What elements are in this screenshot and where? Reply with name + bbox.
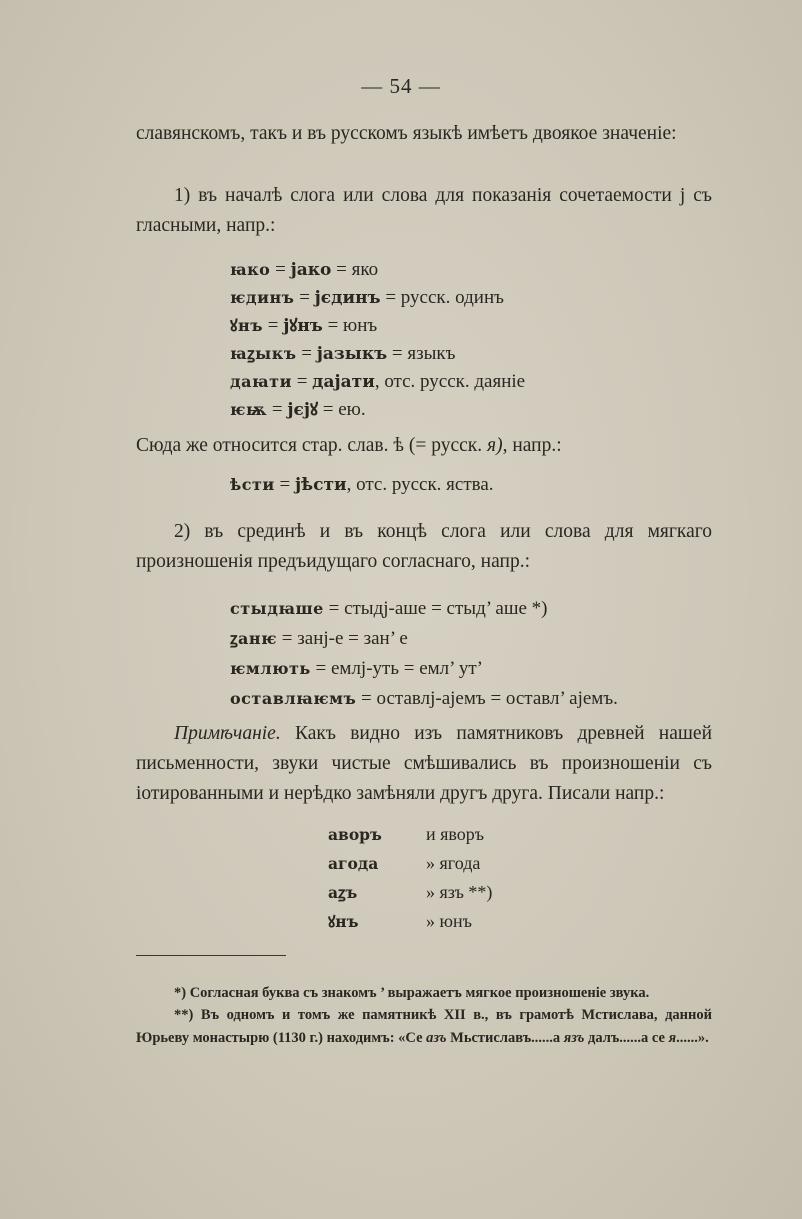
- page-number: — 54 —: [361, 74, 441, 98]
- example-line: ꙗꙁыкъ = jазыкъ = языкъ: [230, 343, 456, 364]
- example-line: ѥдинъ = jєдинъ = русск. одинъ: [230, 287, 504, 308]
- paragraph-point-1: 1) въ началѣ слога или слова для показанія сочетаемости j съ гласными, напр.:: [136, 185, 712, 236]
- example-line: даꙗти = даjати, отс. русск. даяніе: [230, 371, 526, 392]
- example-line: стыдꙗше = стыдj-аше = стыд’ аше *): [230, 598, 548, 619]
- footnote-divider: [136, 955, 286, 956]
- pair-row: агода » ягода: [328, 853, 481, 873]
- example-line: оставлꙗѥмъ = оставлj-аjемъ = оставл’ аjемъ.: [230, 688, 618, 709]
- examples-medial: [230, 594, 618, 714]
- example-line: ꙁанѥ = занj-е = зан’ е: [230, 628, 408, 649]
- paragraph-yat: Сюда же относится стар. слав. ѣ (= русск. я), напр.:: [136, 435, 562, 456]
- pair-row: аꙁъ » язъ **): [328, 882, 493, 902]
- example-line: ꙋнъ = jꙋнъ = юнъ: [230, 315, 378, 336]
- paragraph-intro: славянскомъ, такъ и въ русскомъ языкѣ имѣетъ двоякое значеніе:: [136, 123, 677, 144]
- example-yat: ѣсти = jѣсти, отс. русск. яства.: [230, 474, 494, 495]
- footnote-2: **) Въ одномъ и томъ же памятникѣ XII в., въ грамотѣ Мстислава, данной Юрьеву монастырю (1130 г.) находимъ: «Се азъ Мьстиславъ......а язъ далъ......а се я......».: [136, 1007, 712, 1046]
- pair-row: аворъ и яворъ: [328, 824, 485, 844]
- paragraph-point-2: 2) въ срединѣ и въ концѣ слога или слова для мягкаго произношенія предъидущаго согласнаго, напр.:: [136, 521, 712, 572]
- paragraph-note: Примѣчаніе. Какъ видно изъ памятниковъ древней нашей письменности, звуки чистые смѣшивались въ произношеніи съ іотированными и нерѣдко замѣняли другъ друга. Писали напр.:: [136, 723, 712, 804]
- footnote-1: *) Согласная буква съ знакомъ ’ выражаетъ мягкое произношеніе звука.: [174, 985, 650, 1001]
- examples-initial: [230, 256, 525, 424]
- example-line: ѥмлють = емлj-уть = емл’ ут’: [230, 658, 483, 679]
- note-label: Примѣчаніе.: [174, 723, 281, 744]
- pair-row: ꙋнъ » юнъ: [328, 911, 472, 931]
- example-line: ꙗко = jако = яко: [230, 259, 379, 280]
- example-line: ѥѭ = jєjꙋ = ею.: [230, 399, 366, 420]
- word-pairs: [328, 820, 492, 936]
